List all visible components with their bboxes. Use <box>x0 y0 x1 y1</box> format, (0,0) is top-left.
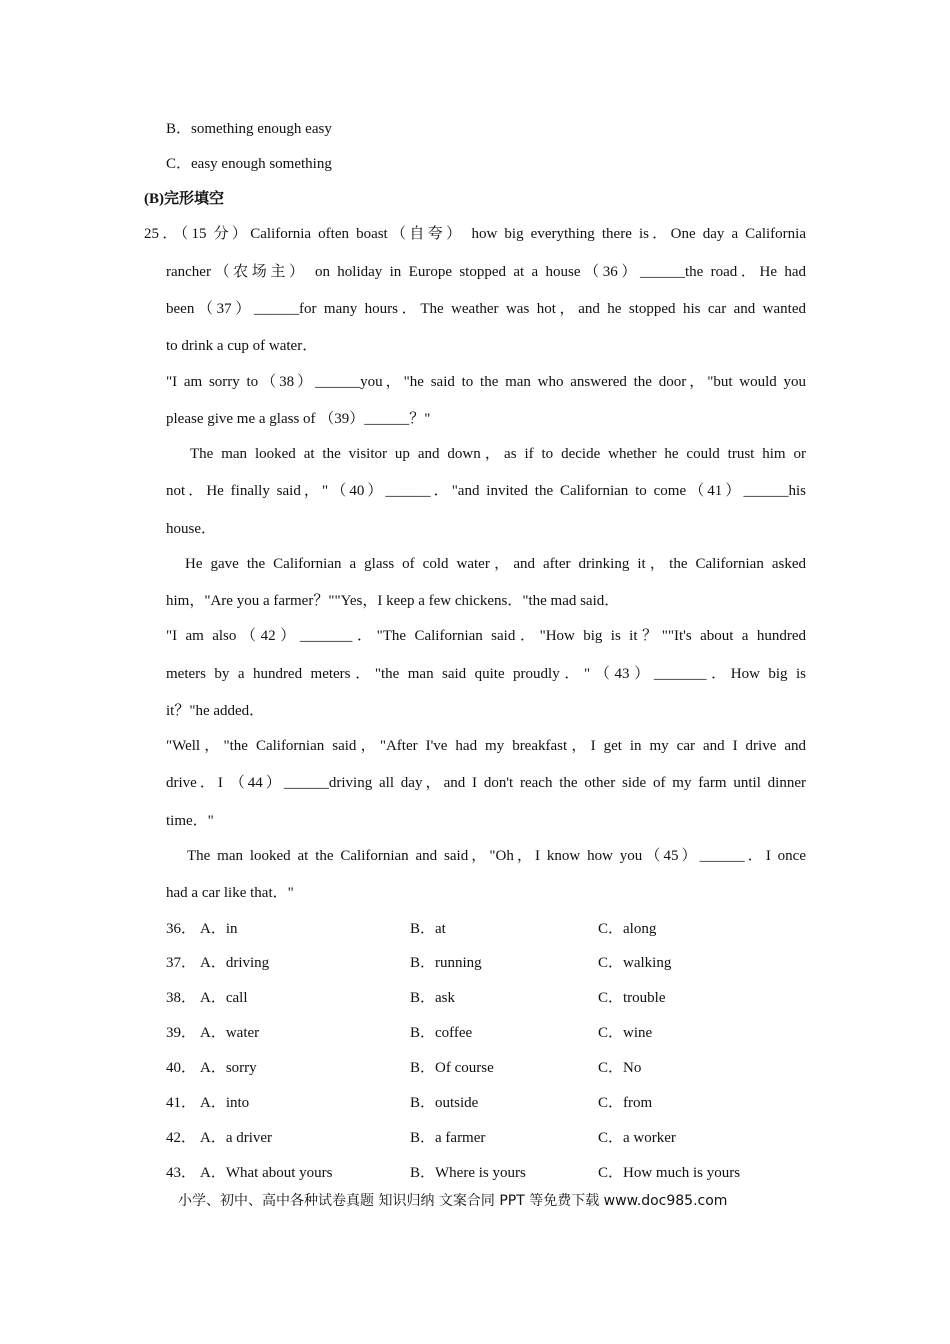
passage-line: to drink a cup of water． <box>166 338 318 354</box>
passage-line: house． <box>166 521 216 537</box>
option-c: C．a worker <box>598 1130 676 1146</box>
option-c: C．from <box>598 1095 653 1111</box>
passage-line: "Well，"the Californian said，"After I've had my breakfast，I get in my car and I drive and <box>166 738 806 754</box>
option-c: C．along <box>598 921 657 937</box>
option-a: A．water <box>200 1025 260 1041</box>
option-b-prev: B．something enough easy <box>166 121 332 137</box>
option-b: B．Of course <box>410 1060 494 1076</box>
option-b: B．Where is yours <box>410 1165 526 1181</box>
passage-line: The man looked at the visitor up and down，as if to decide whether he could trust him or <box>190 446 806 462</box>
option-a: A．call <box>200 990 248 1006</box>
passage-line: please give me a glass of （39）______？" <box>166 411 431 427</box>
question-number: 43． <box>166 1165 197 1181</box>
option-a: A．a driver <box>200 1130 273 1146</box>
question-number: 36． <box>166 921 197 937</box>
option-c: C．walking <box>598 955 672 971</box>
passage-line: rancher（农场主） on holiday in Europe stopped at a house（36）______the road．He had <box>166 264 806 280</box>
option-b: B．a farmer <box>410 1130 486 1146</box>
option-a: A．What about yours <box>200 1165 333 1181</box>
option-a: A．driving <box>200 955 270 971</box>
page-footer: 小学、初中、高中各种试卷真题 知识归纳 文案合同 PPT 等免费下载 www.doc985.com <box>178 1193 728 1209</box>
option-c: C．No <box>598 1060 642 1076</box>
passage-line: meters by a hundred meters．"the man said quite proudly．"（43）_______．How big is <box>166 666 806 682</box>
option-c: C．How much is yours <box>598 1165 741 1181</box>
option-c-prev: C．easy enough something <box>166 156 332 172</box>
question-number: 42． <box>166 1130 197 1146</box>
option-a: A．sorry <box>200 1060 257 1076</box>
question-number: 39． <box>166 1025 197 1041</box>
passage-line: had a car like that．" <box>166 885 294 901</box>
option-b: B．ask <box>410 990 456 1006</box>
option-b: B．outside <box>410 1095 479 1111</box>
option-a: A．into <box>200 1095 250 1111</box>
passage-line: "I am also（42）_______．"The Californian said．"How big is it？""It's about a hundred <box>166 628 806 644</box>
question-number: 41． <box>166 1095 197 1111</box>
option-a: A．in <box>200 921 238 937</box>
passage-line: time．" <box>166 813 214 829</box>
passage-line: drive．I （44）______driving all day，and I don't reach the other side of my farm until dinner <box>166 775 806 791</box>
passage-line: him，"Are you a farmer？""Yes，I keep a few chickens．"the mad said． <box>166 593 620 609</box>
passage-line: 25．（15 分）California often boast（自夸） how big everything there is．One day a California <box>144 226 806 242</box>
option-b: B．at <box>410 921 446 937</box>
passage-line: it？"he added． <box>166 703 265 719</box>
question-number: 37． <box>166 955 197 971</box>
option-b: B．coffee <box>410 1025 473 1041</box>
passage-line: The man looked at the Californian and said，"Oh，I know how you（45）______．I once <box>187 848 806 864</box>
passage-line: been（37）______for many hours．The weather was hot，and he stopped his car and wanted <box>166 301 806 317</box>
option-c: C．wine <box>598 1025 653 1041</box>
passage-line: "I am sorry to（38）______you，"he said to the man who answered the door，"but would you <box>166 374 806 390</box>
option-b: B．running <box>410 955 482 971</box>
passage-line: He gave the Californian a glass of cold water，and after drinking it，the Californian asked <box>185 556 806 572</box>
question-number: 38． <box>166 990 197 1006</box>
passage-line: not．He finally said，"（40）______．"and invited the Californian to come（41）______his <box>166 483 806 499</box>
question-number: 40． <box>166 1060 197 1076</box>
option-c: C．trouble <box>598 990 666 1006</box>
section-heading: (B)完形填空 <box>144 191 224 207</box>
